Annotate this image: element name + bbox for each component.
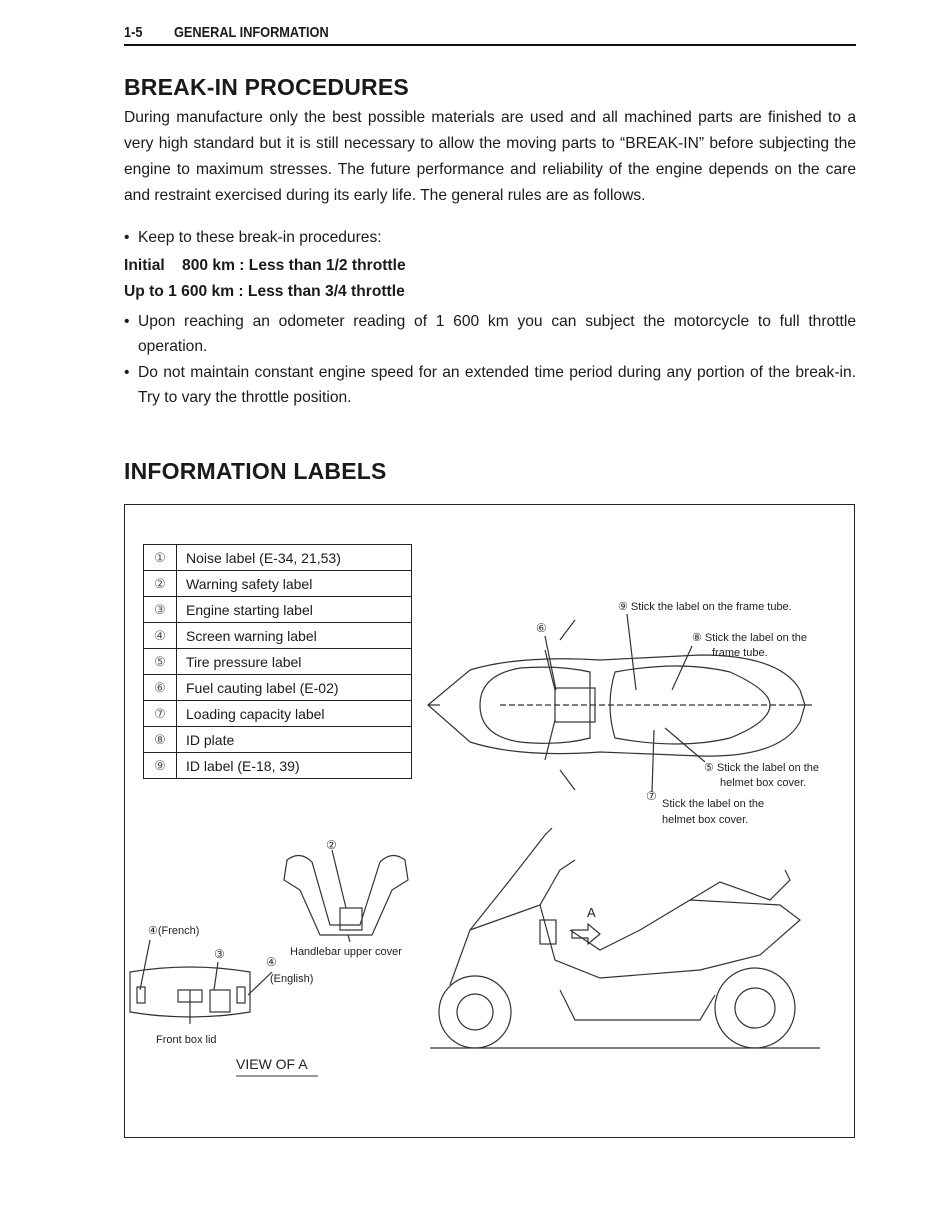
label-number: ⑦: [144, 701, 177, 727]
label-name: Loading capacity label: [177, 701, 412, 727]
leader-7: [652, 730, 654, 792]
bullet-text: Do not maintain constant engine speed for an extended time period during any portion of the break-in. Try to vary the throttle position.: [138, 364, 856, 406]
label-number: ④: [144, 623, 177, 649]
label-name: Fuel cauting label (E-02): [177, 675, 412, 701]
page-number: 1-5: [124, 24, 143, 41]
bullet-text: Keep to these break-in procedures:: [138, 229, 382, 246]
bullet-dot: •: [124, 229, 130, 246]
callout-7-line1: Stick the label on the: [662, 798, 765, 810]
callout-5-line1: ⑤ Stick the label on the: [704, 762, 820, 774]
callout-3: ③: [214, 947, 225, 961]
handlebar-cover-drawing: [284, 850, 408, 942]
label-number: ②: [144, 571, 177, 597]
label-name: Tire pressure label: [177, 649, 412, 675]
label-name: Warning safety label: [177, 571, 412, 597]
handlebar-caption: Handlebar upper cover: [290, 946, 402, 958]
label-name: ID label (E-18, 39): [177, 753, 412, 779]
arrow-a-label: A: [587, 905, 596, 920]
label-name: Screen warning label: [177, 623, 412, 649]
label-name: ID plate: [177, 727, 412, 753]
front-box-caption: Front box lid: [156, 1034, 217, 1046]
leader-9: [627, 614, 636, 690]
leader-5: [665, 728, 705, 762]
bullet-dot: •: [124, 313, 130, 330]
scooter-side-view: [430, 828, 820, 1048]
callout-6: ⑥: [536, 621, 547, 635]
label-number: ⑨: [144, 753, 177, 779]
callout-4: ④: [266, 955, 277, 969]
label-name: Engine starting label: [177, 597, 412, 623]
bullet-text: Upon reaching an odometer reading of 1 600 km you can subject the motorcycle to full throttle operation.: [138, 313, 856, 355]
label-number: ①: [144, 545, 177, 571]
rule-upto: Up to 1 600 km : Less than 3/4 throttle: [124, 283, 405, 300]
callout-2: ②: [326, 838, 337, 852]
leader-8: [672, 646, 692, 690]
chapter-title: GENERAL INFORMATION: [174, 24, 329, 41]
callout-4-french: ④(French): [148, 925, 200, 937]
callout-9: ⑨ Stick the label on the frame tube.: [618, 601, 792, 613]
label-number: ⑤: [144, 649, 177, 675]
leader-6: [545, 636, 556, 690]
callout-8-line2: frame tube.: [712, 647, 768, 659]
breakin-heading: BREAK-IN PROCEDURES: [124, 74, 409, 100]
label-number: ⑥: [144, 675, 177, 701]
label-number: ⑧: [144, 727, 177, 753]
callout-7-line2: helmet box cover.: [662, 814, 749, 826]
rule-initial: Initial 800 km : Less than 1/2 throttle: [124, 257, 406, 274]
label-name: Noise label (E-34, 21,53): [177, 545, 412, 571]
front-box-lid-drawing: [130, 940, 272, 1024]
breakin-intro: During manufacture only the best possible materials are used and all machined parts are finished to a very high standard but it is still necessary to allow the moving parts to “BREAK-IN” before subjecting the engine to maximum stresses. The future performance and reliability of the engine depends on the care and restraint exercised during its early life. The general rules are as follows.: [124, 109, 856, 204]
callout-7-marker: ⑦: [646, 789, 657, 803]
bullet-dot: •: [124, 364, 130, 381]
info-labels-heading: INFORMATION LABELS: [124, 458, 387, 484]
callout-5-line2: helmet box cover.: [720, 777, 807, 789]
callout-8-line1: ⑧ Stick the label on the: [692, 632, 808, 644]
label-number: ③: [144, 597, 177, 623]
english-caption: (English): [270, 973, 314, 985]
view-of-a-caption: VIEW OF A: [236, 1056, 308, 1072]
